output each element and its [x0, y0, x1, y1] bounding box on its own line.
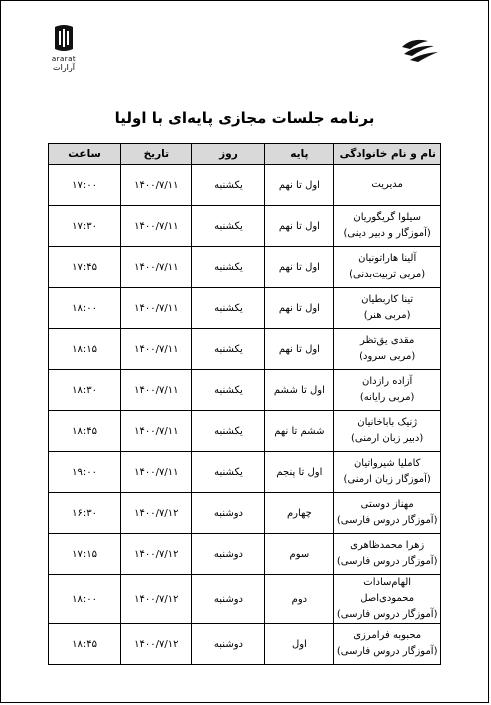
teacher-role: (آموزگار زبان ارمنی) — [343, 474, 431, 485]
cell-date: ۱۴۰۰/۷/۱۱ — [121, 247, 192, 288]
table-row — [49, 493, 441, 534]
teacher-name: مقدی یق‌تظر — [360, 335, 415, 346]
teacher-name: آزاده رازدان — [362, 376, 413, 387]
cell-name — [334, 165, 441, 206]
teacher-name: کاملیا شیرواتیان — [353, 458, 421, 469]
teacher-role: (مربی سرود) — [359, 351, 416, 362]
schedule-table — [48, 143, 441, 665]
table-row — [49, 370, 441, 411]
cell-day: یکشنبه — [192, 165, 265, 206]
teacher-name: آلینا هاراتونیان — [358, 253, 417, 264]
cell-day: یکشنبه — [192, 288, 265, 329]
cell-grade: سوم — [265, 534, 334, 575]
teacher-role: (آموزگار دروس فارسی) — [336, 646, 438, 657]
cell-grade: اول — [265, 624, 334, 665]
table-row — [49, 206, 441, 247]
cell-time: ۱۸:۳۰ — [49, 370, 121, 411]
cell-date: ۱۴۰۰/۷/۱۱ — [121, 206, 192, 247]
cell-grade: اول تا نهم — [265, 247, 334, 288]
cell-day: یکشنبه — [192, 411, 265, 452]
cell-name — [334, 329, 441, 370]
logo-mark-icon — [52, 23, 76, 53]
table-row — [49, 288, 441, 329]
cell-name — [334, 247, 441, 288]
cell-name — [334, 624, 441, 665]
cell-name — [334, 575, 441, 624]
teacher-name: سیلوا گریگوریان — [353, 212, 421, 223]
cell-date: ۱۴۰۰/۷/۱۱ — [121, 370, 192, 411]
cell-time: ۱۸:۱۵ — [49, 329, 121, 370]
table-row — [49, 329, 441, 370]
cell-grade: چهارم — [265, 493, 334, 534]
header-name: نام و نام خانوادگی — [334, 144, 441, 165]
cell-grade: اول تا پنجم — [265, 452, 334, 493]
page-title: برنامه جلسات مجازی پایه‌ای با اولیا — [114, 109, 375, 127]
teacher-name: ژنیک باباخانیان — [357, 417, 418, 428]
table-row — [49, 247, 441, 288]
cell-date: ۱۴۰۰/۷/۱۲ — [121, 534, 192, 575]
cell-time: ۱۸:۰۰ — [49, 575, 121, 624]
cell-name — [334, 370, 441, 411]
table-row — [49, 165, 441, 206]
teacher-name: زهرا محمدظاهری — [350, 540, 425, 551]
teacher-role: (آموزگار دروس فارسی) — [336, 556, 438, 567]
cell-time: ۱۸:۴۵ — [49, 411, 121, 452]
cell-day: یکشنبه — [192, 329, 265, 370]
cell-date: ۱۴۰۰/۷/۱۱ — [121, 329, 192, 370]
header-time: ساعت — [49, 144, 121, 165]
cell-time: ۱۹:۰۰ — [49, 452, 121, 493]
teacher-role: (آموزگار و دبیر دینی) — [343, 228, 431, 239]
cell-grade: دوم — [265, 575, 334, 624]
cell-day: یکشنبه — [192, 206, 265, 247]
cell-date: ۱۴۰۰/۷/۱۱ — [121, 411, 192, 452]
cell-name — [334, 411, 441, 452]
cell-date: ۱۴۰۰/۷/۱۱ — [121, 452, 192, 493]
teacher-name: مدیریت — [371, 179, 403, 190]
cell-name — [334, 206, 441, 247]
teacher-role: (دبیر زبان ارمنی) — [351, 433, 424, 444]
cell-day: یکشنبه — [192, 370, 265, 411]
cell-time: ۱۷:۳۰ — [49, 206, 121, 247]
cell-date: ۱۴۰۰/۷/۱۱ — [121, 165, 192, 206]
emblem-logo-icon — [398, 37, 440, 63]
cell-day: یکشنبه — [192, 247, 265, 288]
teacher-role: (آموزگار دروس فارسی) — [336, 609, 438, 620]
cell-name — [334, 452, 441, 493]
cell-time: ۱۷:۴۵ — [49, 247, 121, 288]
cell-day: دوشنبه — [192, 575, 265, 624]
teacher-role: (مربی هنر) — [363, 310, 411, 321]
table-row — [49, 411, 441, 452]
table-header-row — [49, 144, 441, 165]
teacher-name: محبوبه فرامرزی — [353, 630, 422, 641]
cell-grade: اول تا نهم — [265, 288, 334, 329]
cell-time: ۱۶:۳۰ — [49, 493, 121, 534]
teacher-name: الهام‌سادات محمودی‌اصل — [360, 577, 415, 604]
cell-day: دوشنبه — [192, 534, 265, 575]
school-logo — [47, 23, 81, 75]
cell-name — [334, 288, 441, 329]
cell-day: یکشنبه — [192, 452, 265, 493]
table-row — [49, 452, 441, 493]
table-row — [49, 624, 441, 665]
cell-date: ۱۴۰۰/۷/۱۲ — [121, 575, 192, 624]
cell-day: دوشنبه — [192, 493, 265, 534]
cell-grade: اول تا نهم — [265, 165, 334, 206]
header-date: تاریخ — [121, 144, 192, 165]
teacher-name: تینا کاربطیان — [361, 294, 414, 305]
header-day: روز — [192, 144, 265, 165]
logo-wordmark-latin: ararat — [51, 55, 77, 63]
cell-time: ۱۷:۰۰ — [49, 165, 121, 206]
cell-date: ۱۴۰۰/۷/۱۲ — [121, 624, 192, 665]
cell-grade: اول تا ششم — [265, 370, 334, 411]
cell-name — [334, 534, 441, 575]
cell-grade: ششم تا نهم — [265, 411, 334, 452]
cell-date: ۱۴۰۰/۷/۱۱ — [121, 288, 192, 329]
cell-time: ۱۸:۴۵ — [49, 624, 121, 665]
cell-grade: اول تا نهم — [265, 206, 334, 247]
table-row — [49, 534, 441, 575]
cell-name — [334, 493, 441, 534]
teacher-name: مهناز دوستی — [360, 499, 414, 510]
table-row — [49, 575, 441, 624]
teacher-role: (آموزگار دروس فارسی) — [336, 515, 438, 526]
logo-wordmark-fa: آرارات — [53, 63, 75, 72]
cell-time: ۱۷:۱۵ — [49, 534, 121, 575]
cell-day: دوشنبه — [192, 624, 265, 665]
cell-grade: اول تا نهم — [265, 329, 334, 370]
header-grade: پایه — [265, 144, 334, 165]
teacher-role: (مربی رایانه) — [359, 392, 415, 403]
cell-time: ۱۸:۰۰ — [49, 288, 121, 329]
teacher-role: (مربی تربیت‌بدنی) — [349, 269, 426, 280]
cell-date: ۱۴۰۰/۷/۱۲ — [121, 493, 192, 534]
